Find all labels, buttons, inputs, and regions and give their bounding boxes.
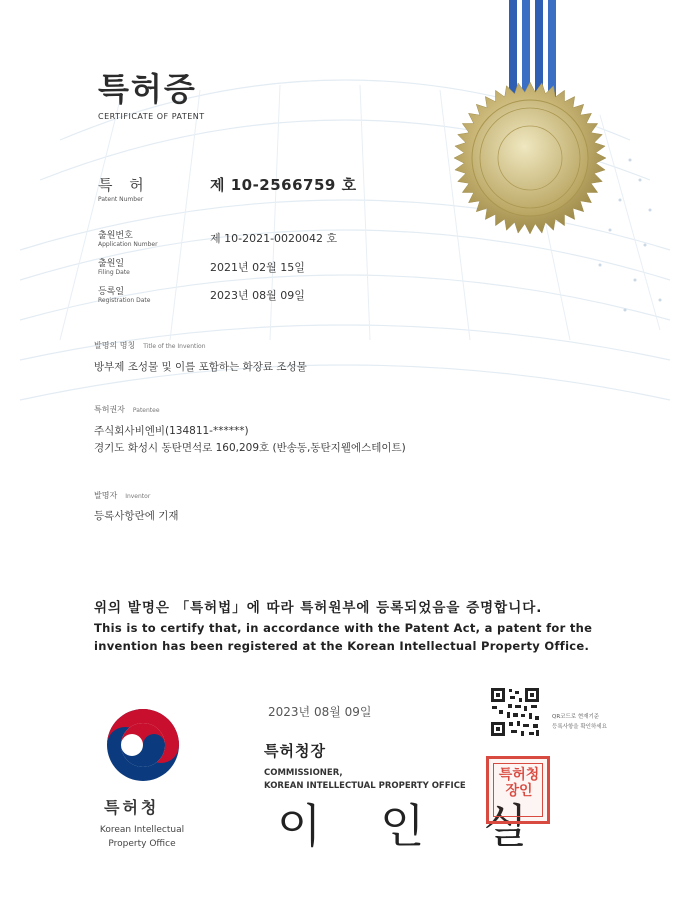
stamp-text: 특허청장인 — [498, 767, 540, 799]
commissioner-title-en-1: COMMISSIONER, — [264, 768, 343, 778]
patent-number-label-en: Patent Number — [98, 196, 144, 203]
certificate-title: 특허증 — [98, 70, 197, 108]
kipo-name-en-1: Korean Intellectual — [99, 825, 185, 835]
certification-text-en-1: This is to certify that, in accordance with the Patent Act, a patent for the — [94, 621, 593, 635]
registration-date-label: 등록일 — [98, 287, 125, 297]
patentee-label: 특허권자 Patentee — [94, 405, 160, 414]
registration-date-value: 2023년 08월 09일 — [210, 289, 305, 302]
commissioner-signature: 이 인 실 — [277, 799, 550, 853]
filing-date-label-en: Filing Date — [98, 269, 130, 276]
registration-date-label-en: Registration Date — [98, 297, 151, 304]
invention-title-value: 방부제 조성물 및 이를 포함하는 화장료 조성물 — [94, 361, 307, 373]
qr-code-icon[interactable] — [489, 686, 541, 738]
invention-title-label: 발명의 명칭 Title of the Invention — [94, 341, 206, 350]
patentee-line-1: 주식회사비엔비(134811-******) — [94, 425, 249, 437]
application-number-label-en: Application Number — [98, 241, 158, 248]
certification-text-en-2: invention has been registered at the Korean Intellectual Property Office. — [94, 639, 590, 653]
qr-caption-2: 등록사항을 확인하세요 — [552, 724, 607, 730]
filing-date-label: 출원일 — [98, 259, 125, 269]
gold-seal — [454, 82, 606, 234]
patent-number-label: 특 허 — [98, 176, 150, 194]
certificate-title-en: CERTIFICATE OF PATENT — [98, 112, 205, 121]
patent-number-value: 제 10-2566759 호 — [210, 176, 357, 194]
qr-caption-1: QR코드로 현재기준 — [552, 714, 600, 720]
application-number-label: 출원번호 — [98, 231, 133, 241]
inventor-value: 등록사항란에 기재 — [94, 510, 179, 522]
commissioner-title-en-2: KOREAN INTELLECTUAL PROPERTY OFFICE — [264, 781, 466, 791]
application-number-value: 제 10-2021-0020042 호 — [210, 232, 338, 245]
issue-date: 2023년 08월 09일 — [268, 705, 372, 719]
kipo-name-en-2: Property Office — [108, 839, 176, 849]
inventor-label: 발명자 Inventor — [94, 491, 151, 500]
official-stamp — [486, 756, 550, 824]
certification-text-ko: 위의 발명은 「특허법」에 따라 특허원부에 등록되었음을 증명합니다. — [94, 600, 543, 616]
patentee-line-2: 경기도 화성시 동탄면석로 160,209호 (반송동,동탄지웰에스테이트) — [94, 442, 406, 454]
kipo-name-ko: 특허청 — [104, 798, 160, 817]
filing-date-value: 2021년 02월 15일 — [210, 261, 305, 274]
commissioner-title-ko: 특허청장 — [264, 742, 326, 760]
kipo-taegeuk-logo-icon — [104, 706, 182, 784]
